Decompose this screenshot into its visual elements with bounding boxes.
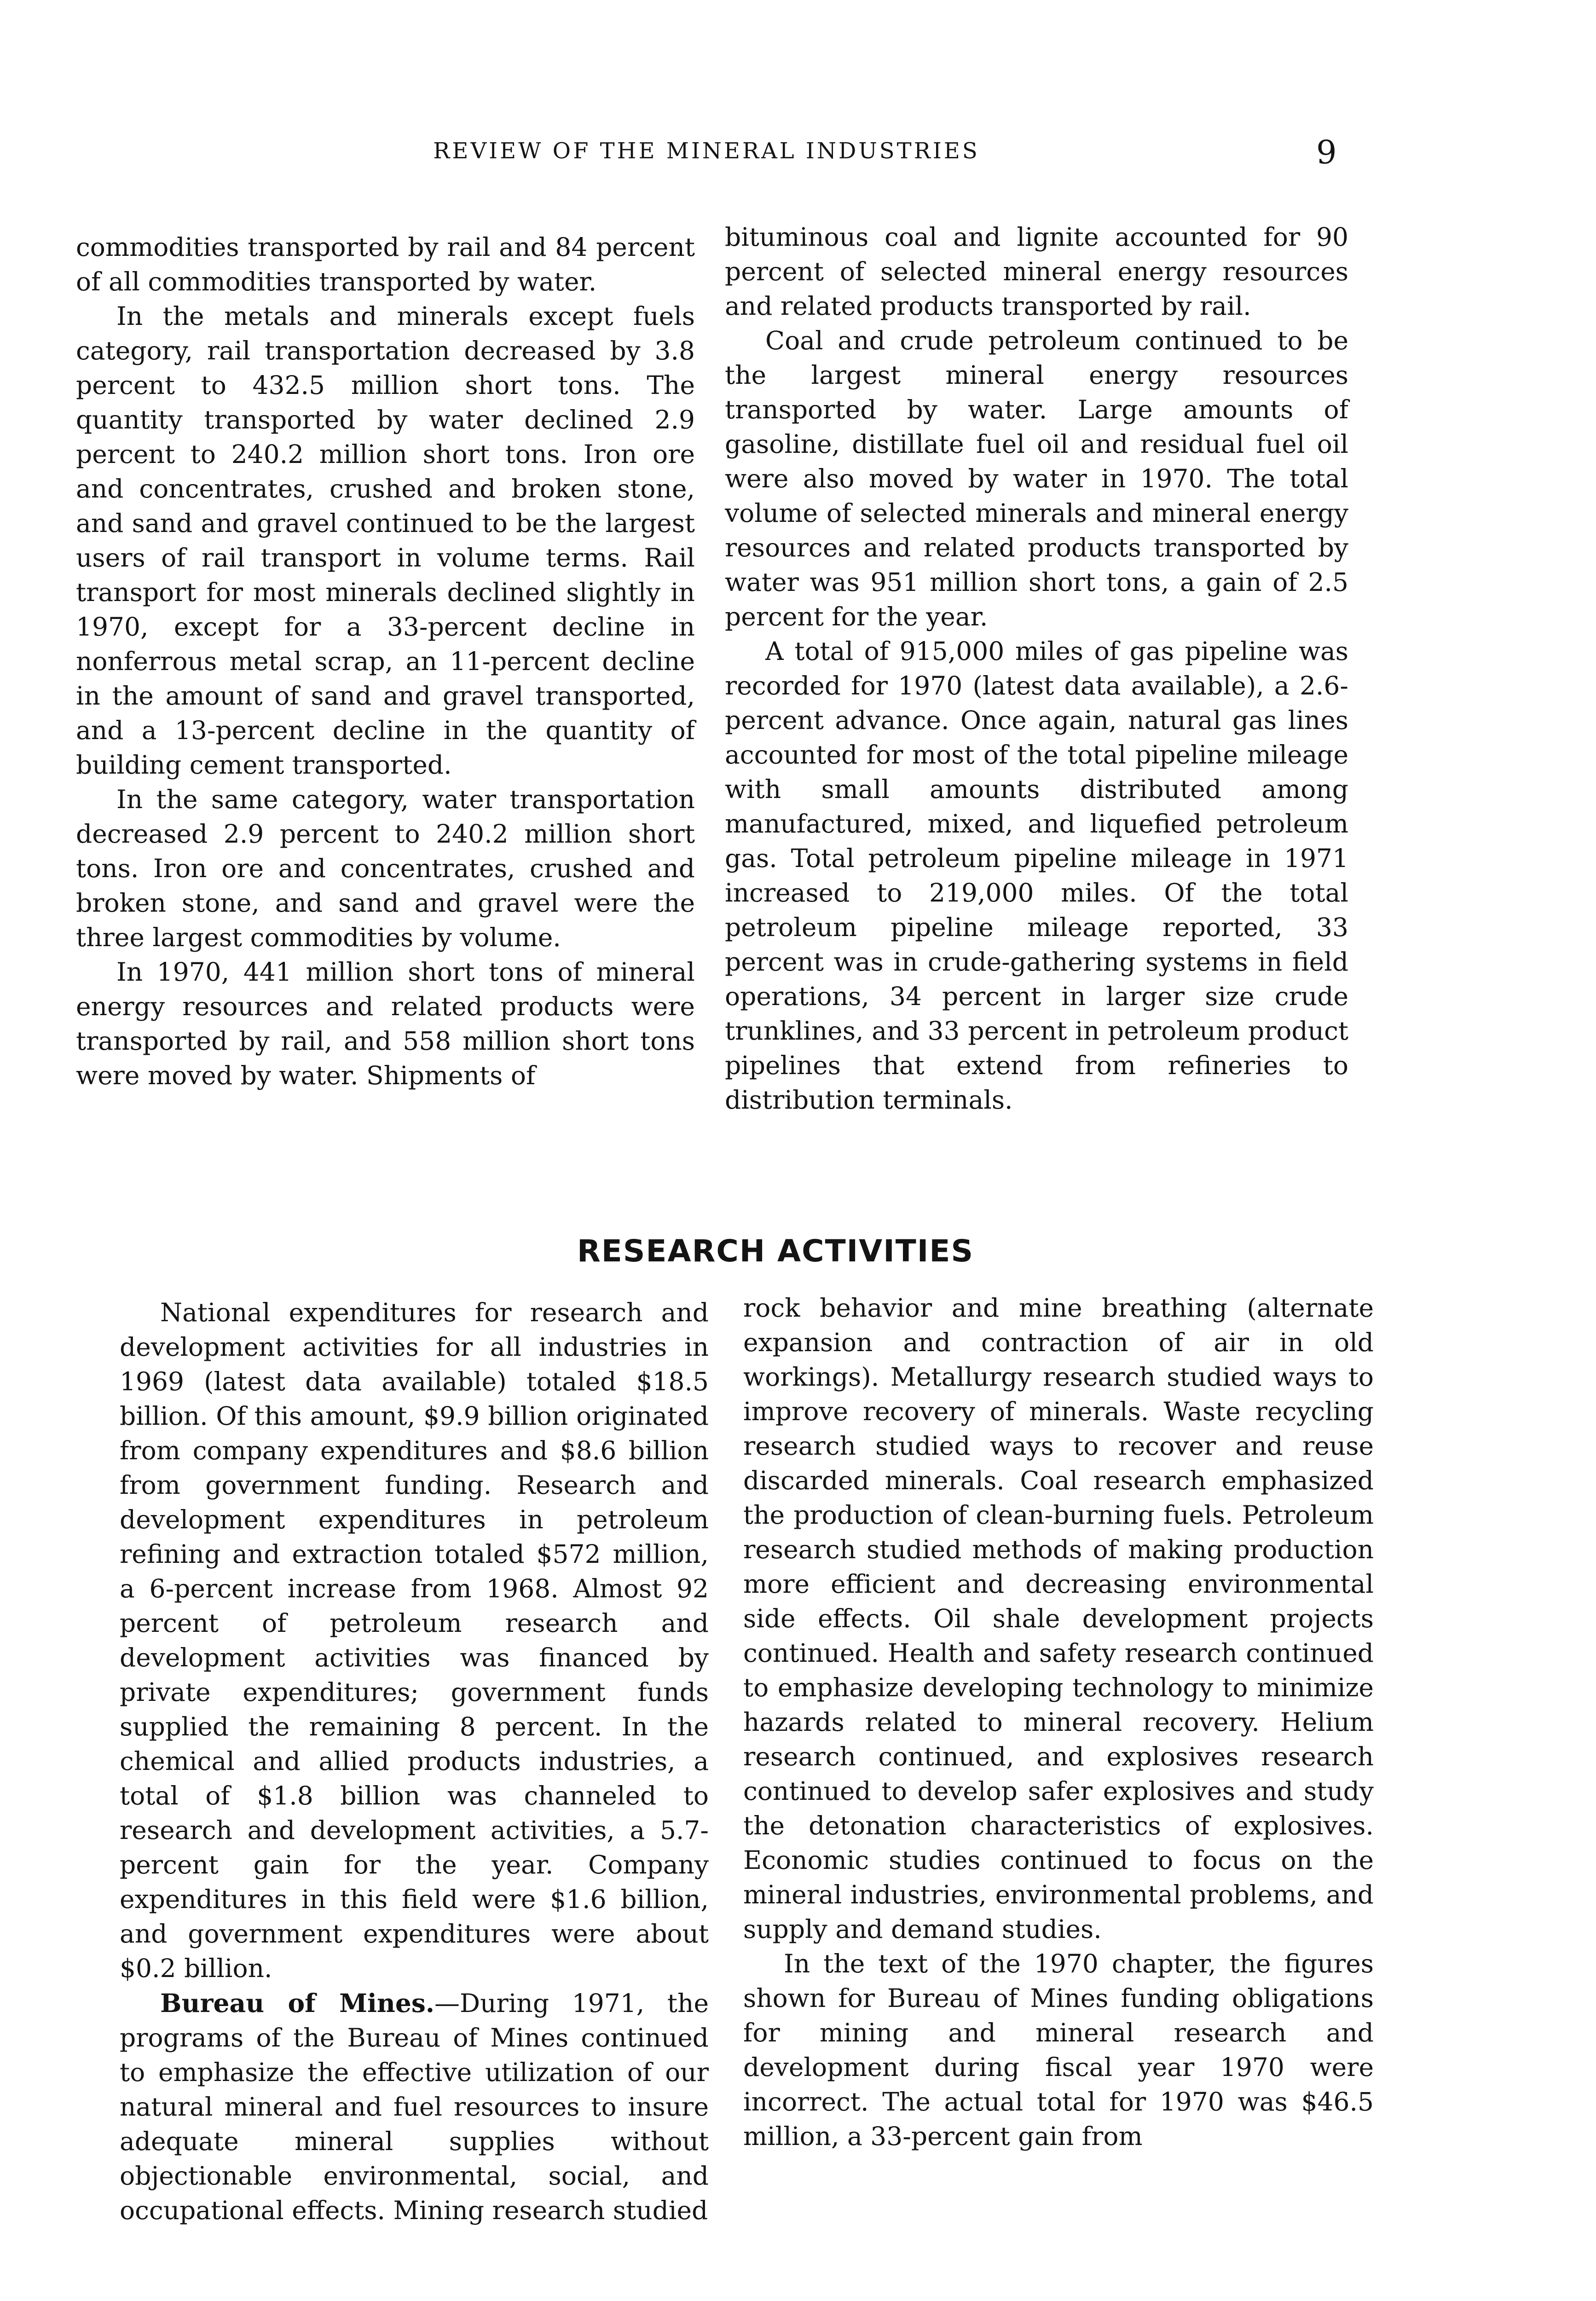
top-left-column <box>76 230 695 1093</box>
page-number: 9 <box>1316 133 1337 171</box>
top-right-column <box>725 220 1348 1117</box>
run-in-heading: Bureau of Mines. <box>160 1988 435 2018</box>
research-left-column <box>120 1295 709 2228</box>
research-right-column <box>743 1291 1374 2154</box>
paragraph: commodities transported by rail and 84 percent of all commodities transported by water. <box>76 232 695 296</box>
paragraph: bituminous coal and lignite accounted for 90 percent of selected mineral energy resources and related products transported by rail. <box>725 222 1348 321</box>
paragraph: A total of 915,000 miles of gas pipeline was recorded for 1970 (latest data available), a 2.6-percent advance. Once again, natural gas lines accounted for most of the total pipeline mileage with small amounts distributed among manufactured, mixed, and liquefied petroleum gas. Total petroleum pipeline mileage in 1971 increased to 219,000 miles. Of the total petroleum pipeline mileage reported, 33 percent was in crude-gathering systems in field operations, 34 percent in larger size crude trunklines, and 33 percent in petroleum product pipelines that extend from refineries to distribution terminals. <box>725 636 1348 1115</box>
paragraph: rock behavior and mine breathing (alternate expansion and contraction of air in old workings). Metallurgy research studied ways to improve recovery of minerals. Waste recycling research studied ways to recover and reuse discarded minerals. Coal research emphasized the production of clean-burning fuels. Petroleum research studied methods of making production more efficient and decreasing environmental side effects. Oil shale development projects continued. Health and safety research continued to emphasize developing technology to minimize hazards related to mineral recovery. Helium research continued, and explosives research continued to develop safer explosives and study the detonation characteristics of explosives. Economic studies continued to focus on the mineral industries, environmental problems, and supply and demand studies. <box>743 1293 1374 1944</box>
paragraph-body: —During 1971, the programs of the Bureau of Mines continued to emphasize the effective utilization of our natural mineral and fuel resources to insure adequate mineral supplies without objectionable environmental, social, and occupational effects. Mining research studied <box>120 1989 709 2225</box>
paragraph: In the metals and minerals except fuels category, rail transportation decreased by 3.8 percent to 432.5 million short tons. The quantity transported by water declined 2.9 percent to 240.2 million short tons. Iron ore and concentrates, crushed and broken stone, and sand and gravel continued to be the largest users of rail transport in volume terms. Rail transport for most minerals declined slightly in 1970, except for a 33-percent decline in nonferrous metal scrap, an 11-percent decline in the amount of sand and gravel transported, and a 13-percent decline in the quantity of building cement transported. <box>76 301 695 780</box>
section-heading: RESEARCH ACTIVITIES <box>577 1233 974 1269</box>
running-header: REVIEW OF THE MINERAL INDUSTRIES <box>433 138 980 164</box>
paragraph-bureau-of-mines <box>120 1986 709 2228</box>
paragraph: In 1970, 441 million short tons of mineral energy resources and related products were transported by rail, and 558 million short tons were moved by water. Shipments of <box>76 957 695 1090</box>
paragraph: In the text of the 1970 chapter, the figures shown for Bureau of Mines funding obligations for mining and mineral research and development during fiscal year 1970 were incorrect. The actual total for 1970 was $46.5 million, a 33-percent gain from <box>743 1949 1374 2151</box>
paragraph: In the same category, water transportation decreased 2.9 percent to 240.2 million short tons. Iron ore and concentrates, crushed and broken stone, and sand and gravel were the three largest commodities by volume. <box>76 785 695 952</box>
paragraph: Coal and crude petroleum continued to be the largest mineral energy resources transported by water. Large amounts of gasoline, distillate fuel oil and residual fuel oil were also moved by water in 1970. The total volume of selected minerals and mineral energy resources and related products transported by water was 951 million short tons, a gain of 2.5 percent for the year. <box>725 326 1348 631</box>
paragraph: National expenditures for research and development activities for all industries in 1969 (latest data available) totaled $18.5 billion. Of this amount, $9.9 billion originated from company expenditures and $8.6 billion from government funding. Research and development expenditures in petroleum refining and extraction totaled $572 million, a 6-percent increase from 1968. Almost 92 percent of petroleum research and development activities was financed by private expenditures; government funds supplied the remaining 8 percent. In the chemical and allied products industries, a total of $1.8 billion was channeled to research and development activities, a 5.7-percent gain for the year. Company expenditures in this field were $1.6 billion, and government expenditures were about $0.2 billion. <box>120 1298 709 1983</box>
